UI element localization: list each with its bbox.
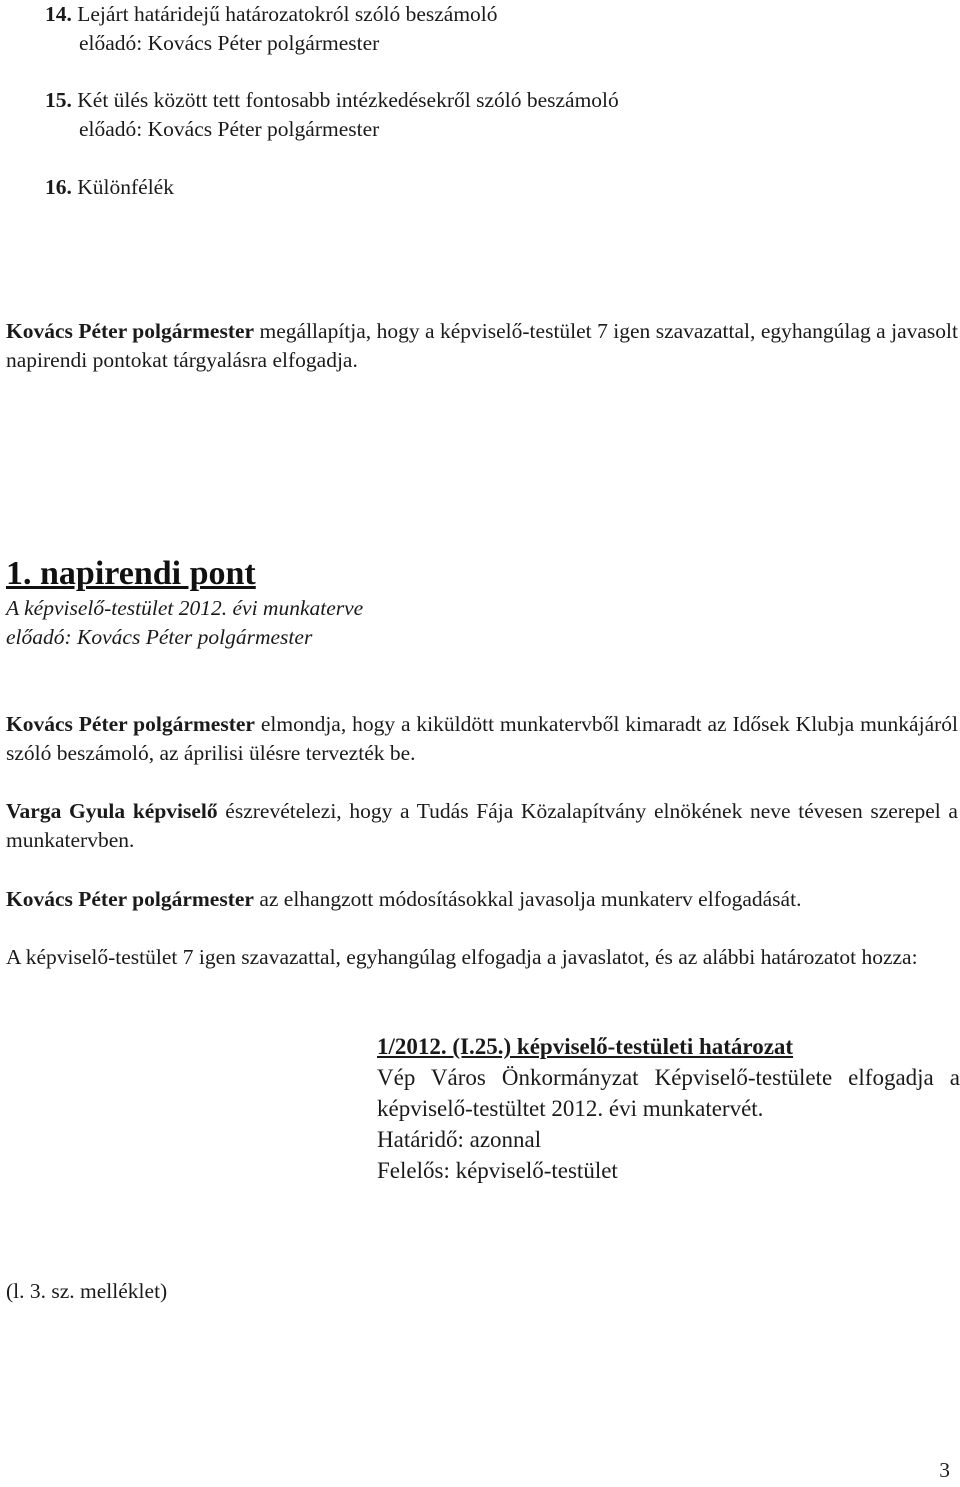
section-subtitle: A képviselő-testület 2012. évi munkaterve bbox=[6, 596, 364, 620]
section-presenter: előadó: Kovács Péter polgármester bbox=[6, 625, 313, 649]
agenda-item-14 bbox=[45, 0, 498, 58]
resolution-deadline: Határidő: azonnal bbox=[377, 1127, 542, 1152]
agenda-title: Két ülés között tett fontosabb intézkedésekről szóló beszámoló bbox=[77, 88, 619, 112]
agenda-item-15 bbox=[45, 86, 619, 144]
speaker-name: Varga Gyula képviselő bbox=[6, 799, 218, 823]
speaker-name: Kovács Péter polgármester bbox=[6, 887, 254, 911]
discussion-paragraph-3 bbox=[6, 885, 958, 914]
discussion-paragraph-2 bbox=[6, 797, 958, 855]
resolution-body: Vép Város Önkormányzat Képviselő-testülete elfogadja a képviselő-testültet 2012. évi munkatervét. bbox=[377, 1065, 960, 1121]
section-heading: 1. napirendi pont bbox=[6, 555, 256, 592]
resolution-block bbox=[377, 1031, 960, 1186]
agenda-number: 16. bbox=[45, 175, 72, 199]
attachment-note: (l. 3. sz. melléklet) bbox=[6, 1279, 168, 1303]
page-number: 3 bbox=[939, 1458, 950, 1482]
opening-paragraph bbox=[6, 317, 958, 375]
agenda-presenter: előadó: Kovács Péter polgármester bbox=[79, 117, 380, 141]
resolution-responsible: Felelős: képviselő-testület bbox=[377, 1158, 618, 1183]
vote-paragraph: A képviselő-testület 7 igen szavazattal, egyhangúlag elfogadja a javaslatot, és az alábbi határozatot hozza: bbox=[6, 945, 918, 969]
paragraph-text: az elhangzott módosításokkal javasolja munkaterv elfogadását. bbox=[253, 887, 802, 911]
agenda-title: Különfélék bbox=[77, 175, 174, 199]
paragraph-text: megállapítja, hogy a képviselő-testület 7 igen szavazattal, egyhangúlag a javasolt napirendi pontokat tárgyalásra elfogadja. bbox=[6, 319, 958, 372]
speaker-name: Kovács Péter polgármester bbox=[6, 712, 255, 736]
agenda-number: 14. bbox=[45, 2, 72, 26]
agenda-title: Lejárt határidejű határozatokról szóló beszámoló bbox=[77, 2, 498, 26]
agenda-item-16 bbox=[45, 173, 174, 202]
discussion-paragraph-1 bbox=[6, 710, 958, 768]
resolution-title: 1/2012. (I.25.) képviselő-testületi határozat bbox=[377, 1034, 794, 1059]
paragraph-text: elmondja, hogy a kiküldött munkatervből kimaradt az Idősek Klubja munkájáról szóló beszámoló, az áprilisi ülésre tervezték be. bbox=[6, 712, 958, 765]
agenda-presenter: előadó: Kovács Péter polgármester bbox=[79, 31, 380, 55]
agenda-number: 15. bbox=[45, 88, 72, 112]
paragraph-text: észrevételezi, hogy a Tudás Fája Közalapítvány elnökének neve tévesen szerepel a munkatervben. bbox=[6, 799, 958, 852]
speaker-name: Kovács Péter polgármester bbox=[6, 319, 255, 343]
